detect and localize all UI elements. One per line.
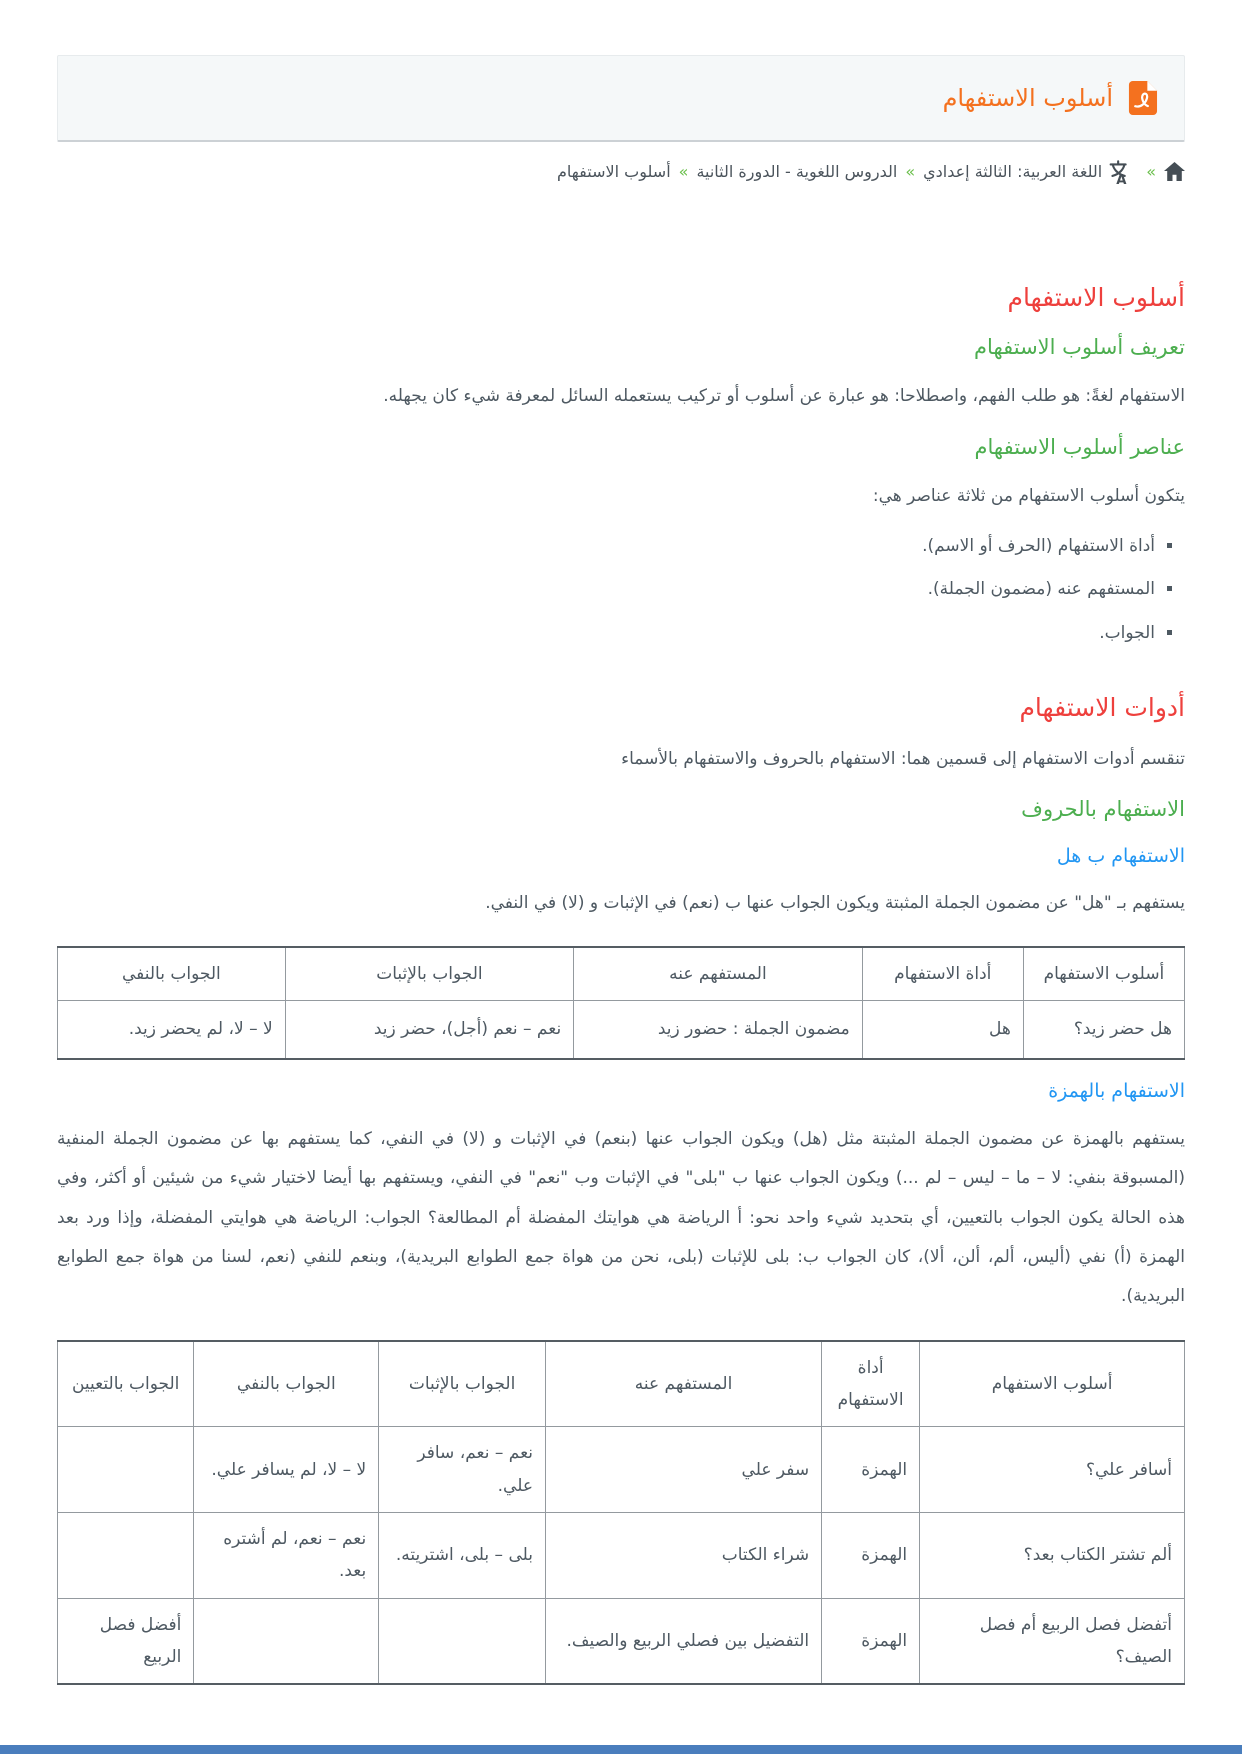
column-header: الجواب بالإثبات bbox=[379, 1341, 546, 1427]
table-cell: التفضيل بين فصلي الربيع والصيف. bbox=[546, 1598, 822, 1684]
elements-heading: عناصر أسلوب الاستفهام bbox=[974, 434, 1185, 459]
table-cell bbox=[194, 1598, 379, 1684]
table-cell: الهمزة bbox=[822, 1598, 920, 1684]
page bbox=[57, 0, 1185, 1685]
table-row bbox=[58, 1427, 1185, 1513]
hamza-text: يستفهم بالهمزة عن مضمون الجملة المثبتة مثل (هل) ويكون الجواب عنها (بنعم) في الإثبات و (لا) في النفي، كما يستفهم بها عن مضمون الجملة المنفية (المسبوقة بنفي: لا – ما – ليس – لم ...) ويكون الجواب عنها ب "بلى" في الإثبات وب "نعم" في النفي، ويستفهم بها أيضا لاختيار شيء من شيئين أو أكثر، وفي هذه الحالة يكون الجواب بالتعيين، أي بتحديد شيء واحد نحو: أ الرياضة هي هوايتك المفضلة أم المطالعة؟ الجواب: الرياضة هي هوايتي المفضلة، وإذا ورد بعد الهمزة (أ) نفي (أليس، ألم، ألن، ألا)، كان الجواب ب: بلى للإثبات (بلى، نحن من هواة جمع الطوابع البريدية)، وبنعم للنفي (نعم، لسنا من هواة جمع الطوابع البريدية). bbox=[57, 1129, 1185, 1306]
table-header-row bbox=[58, 947, 1185, 1001]
breadcrumb-item-label: الدروس اللغوية - الدورة الثانية bbox=[696, 161, 898, 181]
column-header: المستفهم عنه bbox=[574, 947, 863, 1001]
elements-intro: يتكون أسلوب الاستفهام من ثلاثة عناصر هي: bbox=[872, 486, 1185, 507]
list-item: ▪ المستفهم عنه (مضمون الجملة). bbox=[57, 572, 1155, 607]
column-header: أداة الاستفهام bbox=[862, 947, 1023, 1001]
breadcrumb bbox=[57, 158, 1185, 185]
definition-text: الاستفهام لغةً: هو طلب الفهم، واصطلاحا: هو عبارة عن أسلوب أو تركيب يستعمله السائل لمعرفة شيء كان يجهله. bbox=[383, 386, 1185, 407]
column-header: أداة الاستفهام bbox=[822, 1341, 920, 1427]
svg-text:A: A bbox=[1116, 172, 1127, 185]
lesson-content bbox=[57, 281, 1185, 1685]
breadcrumb-item-label: اللغة العربية: الثالثة إعدادي bbox=[923, 161, 1103, 181]
elements-list bbox=[57, 529, 1185, 652]
table-cell: شراء الكتاب bbox=[546, 1513, 822, 1599]
document-header bbox=[57, 55, 1185, 142]
pdf-download-link[interactable] bbox=[1127, 80, 1158, 116]
table-cell: هل bbox=[862, 1001, 1023, 1059]
breadcrumb-current-page: أسلوب الاستفهام bbox=[557, 161, 671, 181]
breadcrumb-separator: » bbox=[905, 161, 916, 181]
main-heading: أسلوب الاستفهام bbox=[1007, 283, 1185, 312]
home-link[interactable] bbox=[1164, 162, 1185, 181]
table-cell bbox=[58, 1427, 194, 1513]
hal-table bbox=[57, 946, 1185, 1060]
list-item: ▪ أداة الاستفهام (الحرف أو الاسم). bbox=[57, 529, 1155, 564]
table-cell: نعم – نعم، لم أشتره بعد. bbox=[194, 1513, 379, 1599]
table-cell bbox=[379, 1598, 546, 1684]
table-cell: أتفضل فصل الربيع أم فصل الصيف؟ bbox=[920, 1598, 1185, 1684]
table-cell: مضمون الجملة : حضور زيد bbox=[574, 1001, 863, 1059]
hal-text: يستفهم بـ "هل" عن مضمون الجملة المثبتة ويكون الجواب عنها ب (نعم) في الإثبات و (لا) في النفي. bbox=[485, 893, 1185, 914]
breadcrumb-link-course[interactable] bbox=[696, 159, 897, 185]
pdf-icon bbox=[1127, 80, 1158, 116]
table-cell: نعم – نعم، سافر علي. bbox=[379, 1427, 546, 1513]
table-cell: أسافر علي؟ bbox=[920, 1427, 1185, 1513]
table-row bbox=[58, 1598, 1185, 1684]
breadcrumb-separator: » bbox=[678, 161, 689, 181]
column-header: الجواب بالنفي bbox=[194, 1341, 379, 1427]
translate-icon bbox=[1108, 158, 1138, 185]
table-cell: لا – لا، لم يحضر زيد. bbox=[58, 1001, 286, 1059]
tools-intro: تنقسم أدوات الاستفهام إلى قسمين هما: الاستفهام بالحروف والاستفهام بالأسماء bbox=[621, 748, 1185, 769]
page-title: أسلوب الاستفهام bbox=[942, 83, 1113, 112]
table-cell: بلى – بلى، اشتريته. bbox=[379, 1513, 546, 1599]
table-cell: ألم تشتر الكتاب بعد؟ bbox=[920, 1513, 1185, 1599]
table-cell: لا – لا، لم يسافر علي. bbox=[194, 1427, 379, 1513]
column-header: الجواب بالتعيين bbox=[58, 1341, 194, 1427]
tools-heading: أدوات الاستفهام bbox=[1019, 693, 1185, 723]
table-row bbox=[58, 1513, 1185, 1599]
table-cell bbox=[58, 1513, 194, 1599]
definition-heading: تعريف أسلوب الاستفهام bbox=[974, 334, 1185, 359]
table-row bbox=[58, 1001, 1185, 1059]
list-item: ▪ الجواب. bbox=[57, 616, 1155, 651]
breadcrumb-separator: » bbox=[1146, 161, 1156, 181]
column-header: الجواب بالإثبات bbox=[285, 947, 574, 1001]
table-cell: الهمزة bbox=[822, 1513, 920, 1599]
home-icon bbox=[1164, 162, 1185, 181]
hal-heading: الاستفهام ب هل bbox=[1056, 844, 1185, 867]
table-cell: أفضل فصل الربيع bbox=[58, 1598, 194, 1684]
breadcrumb-link-subject[interactable] bbox=[923, 158, 1138, 185]
column-header: الجواب بالنفي bbox=[58, 947, 286, 1001]
table-cell: نعم – نعم (أجل)، حضر زيد bbox=[285, 1001, 574, 1059]
table-cell: هل حضر زيد؟ bbox=[1023, 1001, 1184, 1059]
footer-bar bbox=[0, 1745, 1242, 1754]
table-cell: سفر علي bbox=[546, 1427, 822, 1513]
hamza-table bbox=[57, 1340, 1185, 1685]
column-header: أسلوب الاستفهام bbox=[920, 1341, 1185, 1427]
column-header: أسلوب الاستفهام bbox=[1023, 947, 1184, 1001]
table-header-row bbox=[58, 1341, 1185, 1427]
column-header: المستفهم عنه bbox=[546, 1341, 822, 1427]
table-cell: الهمزة bbox=[822, 1427, 920, 1513]
hamza-heading: الاستفهام بالهمزة bbox=[1048, 1079, 1185, 1102]
letters-heading: الاستفهام بالحروف bbox=[1021, 797, 1185, 822]
